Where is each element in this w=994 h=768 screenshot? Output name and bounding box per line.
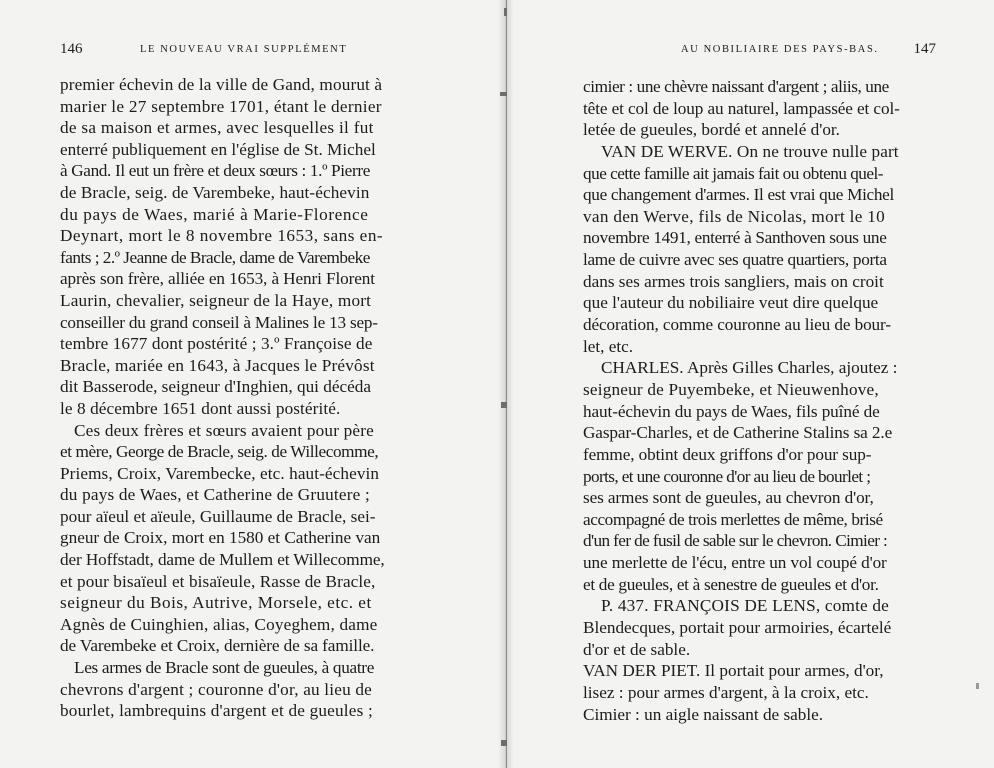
- text-line: du pays de Waes, marié à Marie-Florence: [60, 204, 369, 224]
- text-line: CHARLES. Après Gilles Charles, ajoutez :: [601, 358, 898, 378]
- text-line: lame de cuivre avec ses quatre quartiers, porta: [583, 250, 887, 270]
- text-line: une merlette de l'écu, entre un vol coupé d'or: [583, 553, 887, 573]
- text-line: let, etc.: [583, 336, 634, 356]
- text-line: Blendecques, portait pour armoiries, écartelé: [583, 618, 892, 638]
- left-running-title: LE NOUVEAU VRAI SUPPLÉMENT: [140, 44, 348, 55]
- left-page: [60, 0, 430, 768]
- text-line: novembre 1491, enterré à Santhoven sous une: [583, 228, 887, 248]
- text-line: Laurin, chevalier, seigneur de la Haye, mort: [60, 290, 372, 310]
- text-line: à Gand. Il eut un frère et deux sœurs : 1.º Pierre: [60, 161, 370, 181]
- text-line: dit Basserode, seigneur d'Inghien, qui décéda: [60, 377, 371, 397]
- text-line: Cimier : un aigle naissant de sable.: [583, 704, 824, 724]
- text-line: Ces deux frères et sœurs avaient pour père: [74, 420, 374, 440]
- text-line: premier échevin de la ville de Gand, mourut à: [60, 75, 383, 94]
- text-line: Agnès de Cuinghien, alias, Coyeghem, dame: [60, 614, 378, 634]
- binding-mark: [501, 740, 507, 746]
- right-running-title: AU NOBILIAIRE DES PAYS-BAS.: [681, 44, 879, 55]
- text-line: Bracle, mariée en 1643, à Jacques le Prévôst: [60, 355, 375, 375]
- text-line: enterré publiquement en l'église de St. Michel: [60, 139, 376, 159]
- text-line: der Hoffstadt, dame de Mullem et Willecomme,: [60, 550, 385, 570]
- text-line: de Varembeke et Croix, dernière de sa famille.: [60, 636, 375, 656]
- text-line: conseiller du grand conseil à Malines le 13 sep-: [60, 312, 378, 332]
- right-page-text: [583, 76, 936, 725]
- text-line: que l'auteur du nobiliaire veut dire quelque: [583, 293, 879, 313]
- binding-mark: [500, 92, 507, 96]
- left-page-text: [60, 74, 430, 722]
- left-page-header: [60, 41, 430, 62]
- text-line: d'or et de sable.: [583, 639, 691, 659]
- text-line: tête et col de loup au naturel, lampassée et col-: [583, 98, 900, 118]
- text-line: et mère, George de Bracle, seig. de Willecomme,: [60, 442, 379, 462]
- text-line: van den Werve, fils de Nicolas, mort le 10: [583, 206, 886, 226]
- text-line: cimier : une chèvre naissant d'argent ; aliis, une: [583, 77, 889, 96]
- text-line: ses armes sont de gueules, au chevron d'or,: [583, 488, 874, 508]
- text-line: d'un fer de fusil de sable sur le chevron. Cimier :: [583, 531, 888, 551]
- text-line: seigneur du Bois, Autrive, Morsele, etc. et: [60, 593, 372, 613]
- text-line: lisez : pour armes d'argent, à la croix, etc.: [583, 682, 869, 702]
- right-page-header: [583, 41, 936, 62]
- text-line: haut-échevin du pays de Waes, fils puîné de: [583, 401, 880, 421]
- text-line: femme, obtint deux griffons d'or pour sup-: [583, 444, 872, 464]
- left-page-number: 146: [60, 41, 83, 57]
- text-line: bourlet, lambrequins d'argent et de gueules ;: [60, 701, 373, 721]
- text-line: seigneur de Puyembeke, et Nieuwenhove,: [583, 379, 879, 399]
- text-line: Priems, Croix, Varembecke, etc. haut-échevin: [60, 463, 380, 483]
- right-page: [583, 0, 936, 768]
- text-line: de sa maison et armes, avec lesquelles il fut: [60, 118, 374, 138]
- text-line: du pays de Waes, et Catherine de Gruutere ;: [60, 485, 370, 505]
- text-line: que changement d'armes. Il est vrai que Michel: [583, 185, 894, 205]
- text-line: fants ; 2.º Jeanne de Bracle, dame de Varembeke: [60, 247, 370, 267]
- binding-mark: [504, 8, 507, 16]
- text-line: de Bracle, seig. de Varembeke, haut-échevin: [60, 182, 370, 202]
- text-line: letée de gueules, bordé et annelé d'or.: [583, 120, 840, 140]
- text-line: gneur de Croix, mort en 1580 et Catherine van: [60, 528, 381, 548]
- text-line: Les armes de Bracle sont de gueules, à quatre: [74, 658, 375, 678]
- text-line: pour aïeul et aïeule, Guillaume de Bracle, sei-: [60, 506, 376, 526]
- text-line: décoration, comme couronne au lieu de bour-: [583, 315, 891, 335]
- text-line: après son frère, alliée en 1653, à Henri Florent: [60, 269, 375, 289]
- text-line: que cette famille ait jamais fait ou obtenu quel-: [583, 163, 884, 183]
- gutter-fold-line: [506, 0, 507, 768]
- text-line: Deynart, mort le 8 novembre 1653, sans en-: [60, 226, 384, 246]
- text-line: tembre 1677 dont postérité ; 3.º Françoise de: [60, 334, 373, 354]
- text-line: marier le 27 septembre 1701, étant le dernier: [60, 96, 382, 116]
- text-line: P. 437. FRANÇOIS DE LENS, comte de: [601, 596, 890, 616]
- text-line: VAN DER PIET. Il portait pour armes, d'or,: [583, 661, 884, 681]
- binding-mark: [501, 402, 507, 408]
- text-line: et de gueules, et à senestre de gueules et d'or.: [583, 574, 879, 594]
- text-line: Gaspar-Charles, et de Catherine Stalins sa 2.e: [583, 423, 893, 443]
- text-line: VAN DE WERVE. On ne trouve nulle part: [601, 141, 899, 161]
- text-line: chevrons d'argent ; couronne d'or, au lieu de: [60, 679, 373, 699]
- text-line: dans ses armes trois sangliers, mais on croit: [583, 271, 884, 291]
- text-line: ports, et une couronne d'or au lieu de bourlet ;: [583, 466, 871, 486]
- scan-speck: [976, 683, 979, 689]
- right-page-number: 147: [913, 41, 936, 57]
- text-line: accompagné de trois merlettes de même, brisé: [583, 509, 883, 529]
- text-line: et pour bisaïeul et bisaïeule, Rasse de Bracle,: [60, 571, 376, 591]
- text-line: le 8 décembre 1651 dont aussi postérité.: [60, 398, 341, 418]
